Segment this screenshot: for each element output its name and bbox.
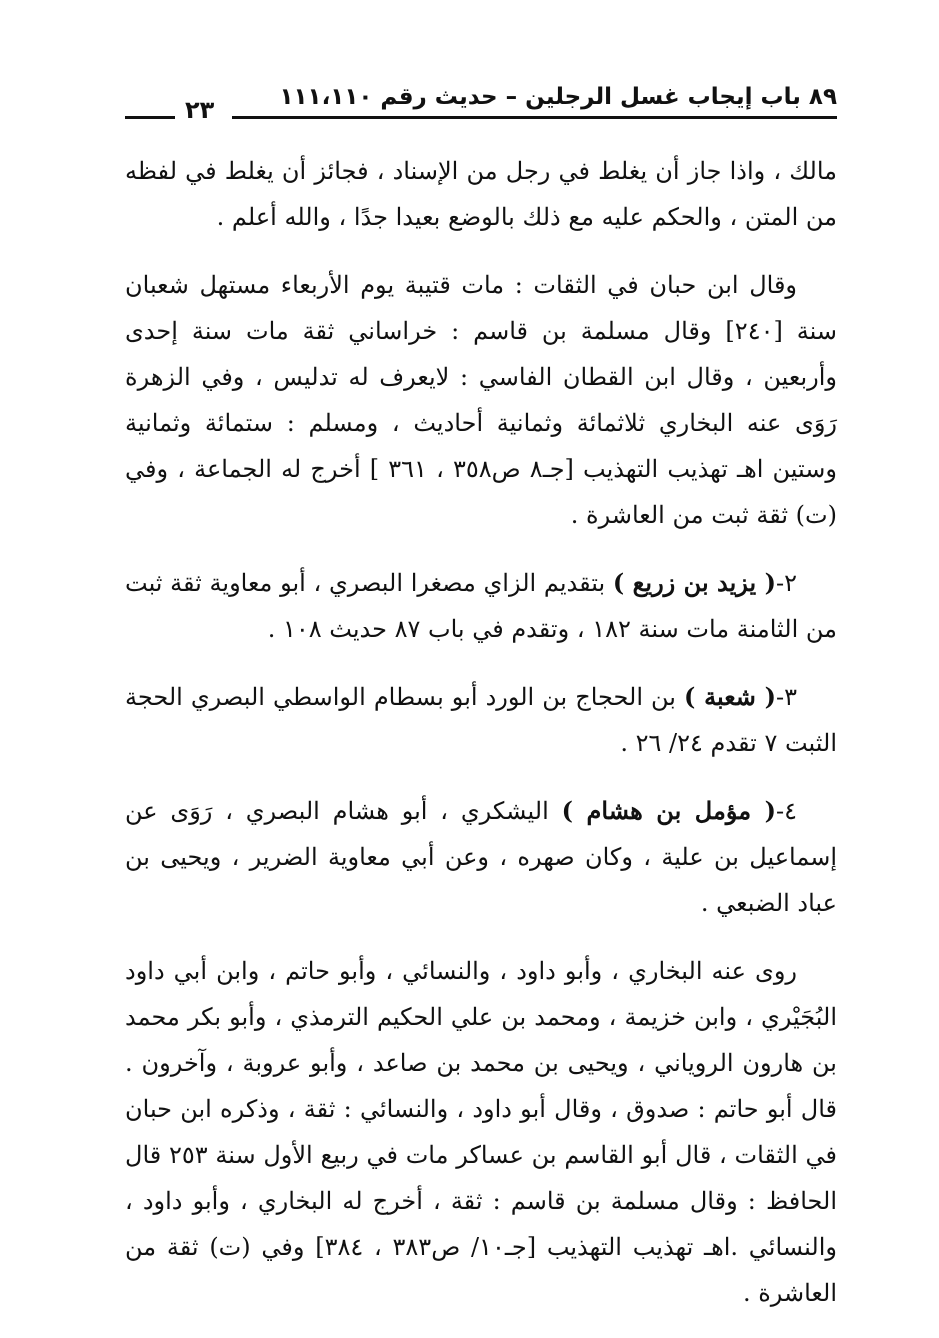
paragraph-narrated-from: روى عنه البخاري ، وأبو داود ، والنسائي ، وأبو حاتم ، وابن أبي داود البُجَيْري ، وابن خزيمة ، ومحمد بن علي الحكيم الترمذي ، وأبو بكر محمد بن هارون الروياني ، ويحيى بن محمد بن صاعد ، وأبو عروبة ، وآخرون . قال أبو حاتم : صدوق ، وقال أبو داود ، والنسائي : ثقة ، وذكره ابن حبان في الثقات ، قال أبو القاسم بن عساكر مات في ربيع الأول سنة ٢٥٣ قال الحافظ : وقال مسلمة بن قاسم : ثقة ، أخرج له البخاري ، وأبو داود ، والنسائي .اهـ تهذيب التهذيب [جـ١٠/ ص٣٨٣ ، ٣٨٤] وفي (ت) ثقة من العاشرة . xyxy=(125,957,837,1307)
paragraph-ibn-hibban: وقال ابن حبان في الثقات : مات قتيبة يوم الأربعاء مستهل شعبان سنة [٢٤٠] وقال مسلمة بن قاسم : خراساني ثقة مات سنة إحدى وأربعين ، وقال ابن القطان الفاسي : لايعرف له تدليس ، وفي الزهرة رَوَى عنه البخاري ثلاثمائة وثمانية أحاديث ، ومسلم : ستمائة وثمانية وستين اهـ تهذيب التهذيب [جـ٨ ص٣٥٨ ، ٣٦١ ] أخرج له الجماعة ، وفي (ت) ثقة ثبت من العاشرة . xyxy=(125,271,837,529)
header-rule-left xyxy=(125,116,175,119)
narrator-entry-4 xyxy=(125,788,837,926)
narrator-name: ( شعبة ) xyxy=(684,682,777,711)
narrator-entry-3 xyxy=(125,674,837,766)
entry-text: بتقديم الزاي مصغرا البصري ، أبو معاوية ثقة ثبت من الثامنة مات سنة ١٨٢ ، وتقدم في باب ٨٧ حديث ١٠٨ . xyxy=(125,569,837,643)
running-header-title: ٨٩ باب إيجاب غسل الرجلين – حديث رقم ١١١،١١٠ xyxy=(279,84,837,110)
entry-number: ٢- xyxy=(776,569,797,597)
paragraph-continuation: مالك ، واذا جاز أن يغلط في رجل من الإسناد ، فجائز أن يغلط في لفظه من المتن ، والحكم عليه مع ذلك بالوضع بعيدا جدًا ، والله أعلم . xyxy=(125,157,837,231)
page-body xyxy=(125,148,837,1338)
header-rule-right xyxy=(232,116,837,119)
narrator-entry-2 xyxy=(125,560,837,652)
narrator-name: ( يزيد بن زريع ) xyxy=(612,568,776,597)
entry-text: اليشكري ، أبو هشام البصري ، رَوَى عن إسماعيل بن علية ، وكان صهره ، وعن أبي معاوية الضرير ، ويحيى بن عباد الضبعي . xyxy=(125,797,837,917)
narrator-name: ( مؤمل بن هشام ) xyxy=(561,796,776,825)
page-header xyxy=(125,82,837,128)
entry-number: ٤- xyxy=(776,797,797,825)
entry-number: ٣- xyxy=(776,683,798,711)
page-number: ٢٣ xyxy=(185,96,215,124)
entry-text: بن الحجاج بن الورد أبو بسطام الواسطي البصري الحجة الثبت ٧ تقدم ٢٤/ ٢٦ . xyxy=(125,683,837,757)
